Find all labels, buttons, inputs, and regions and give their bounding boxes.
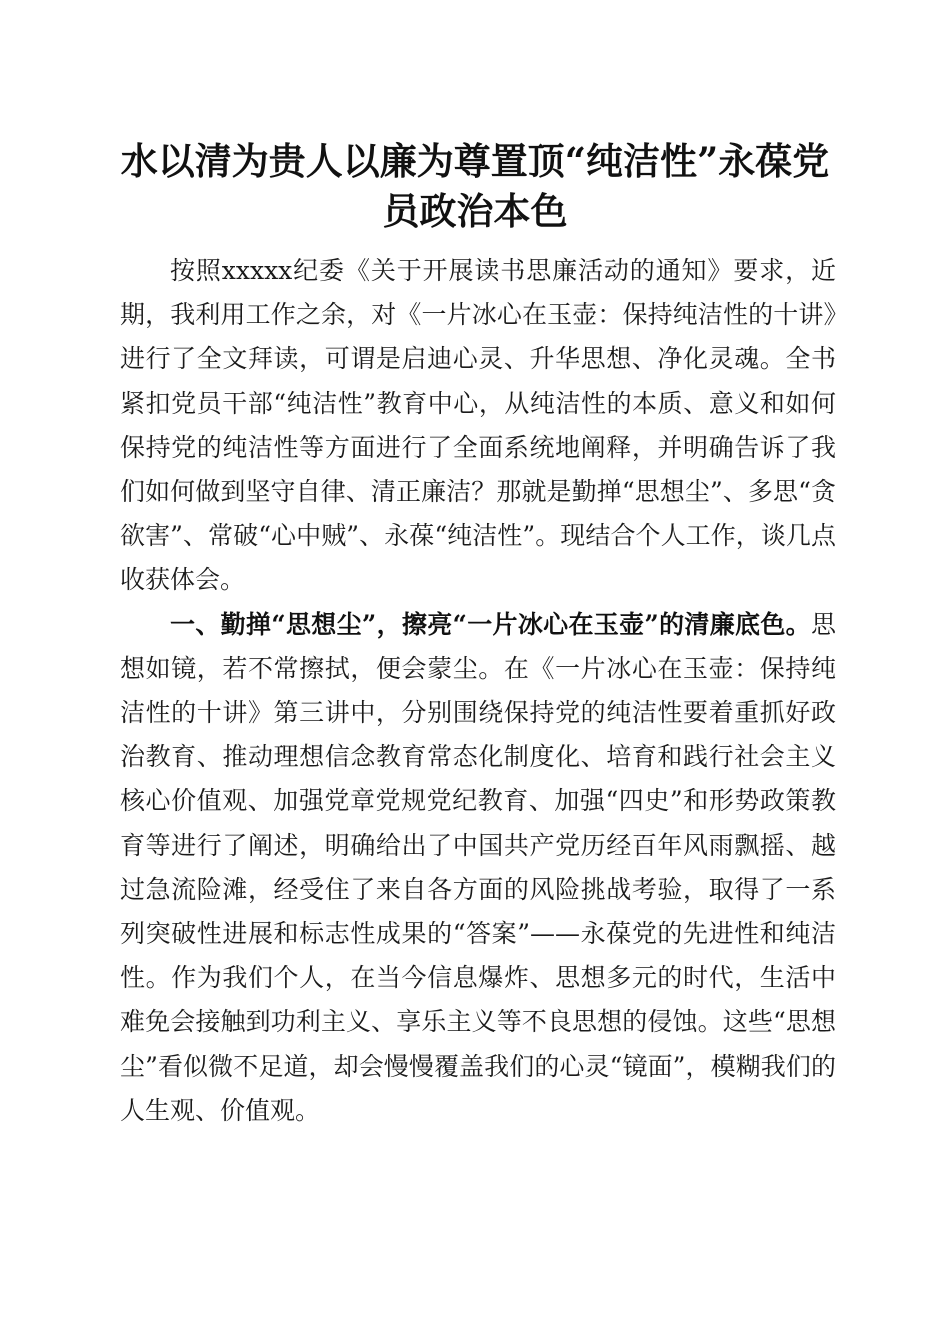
document-body <box>120 249 836 1133</box>
paragraph-section-1 <box>120 603 836 1133</box>
document-title: 水以清为贵人以廉为尊置顶“纯洁性”永葆党员政治本色 <box>120 139 830 233</box>
paragraph-intro-text: 按照xxxxx纪委《关于开展读书思廉活动的通知》要求，近期，我利用工作之余，对《一片冰心在玉壶：保持纯洁性的十讲》进行了全文拜读，可谓是启迪心灵、升华思想、净化灵魂。全书紧扣党员干部“纯洁性”教育中心，从纯洁性的本质、意义和如何保持党的纯洁性等方面进行了全面系统地阐释，并明确告诉了我们如何做到坚守自律、清正廉洁？那就是勤掸“思想尘”、多思“贪欲害”、常破“心中贼”、永葆“纯洁性”。现结合个人工作，谈几点收获体会。 <box>120 256 836 595</box>
section-1-text: 思想如镜，若不常擦拭，便会蒙尘。在《一片冰心在玉壶：保持纯洁性的十讲》第三讲中，分别围绕保持党的纯洁性要着重抓好政治教育、推动理想信念教育常态化制度化、培育和践行社会主义核心价值观、加强党章党规党纪教育、加强“四史”和形势政策教育等进行了阐述，明确给出了中国共产党历经百年风雨飘摇、越过急流险滩，经受住了来自各方面的风险挑战考验，取得了一系列突破性进展和标志性成果的“答案”——永葆党的先进性和纯洁性。作为我们个人，在当今信息爆炸、思想多元的时代，生活中难免会接触到功利主义、享乐主义等不良思想的侵蚀。这些“思想尘”看似微不足道，却会慢慢覆盖我们的心灵“镜面”，模糊我们的人生观、价值观。 <box>120 609 836 1125</box>
section-1-heading: 一、勤掸“思想尘”，擦亮“一片冰心在玉壶”的清廉底色。 <box>170 609 811 639</box>
paragraph-intro <box>120 249 836 603</box>
